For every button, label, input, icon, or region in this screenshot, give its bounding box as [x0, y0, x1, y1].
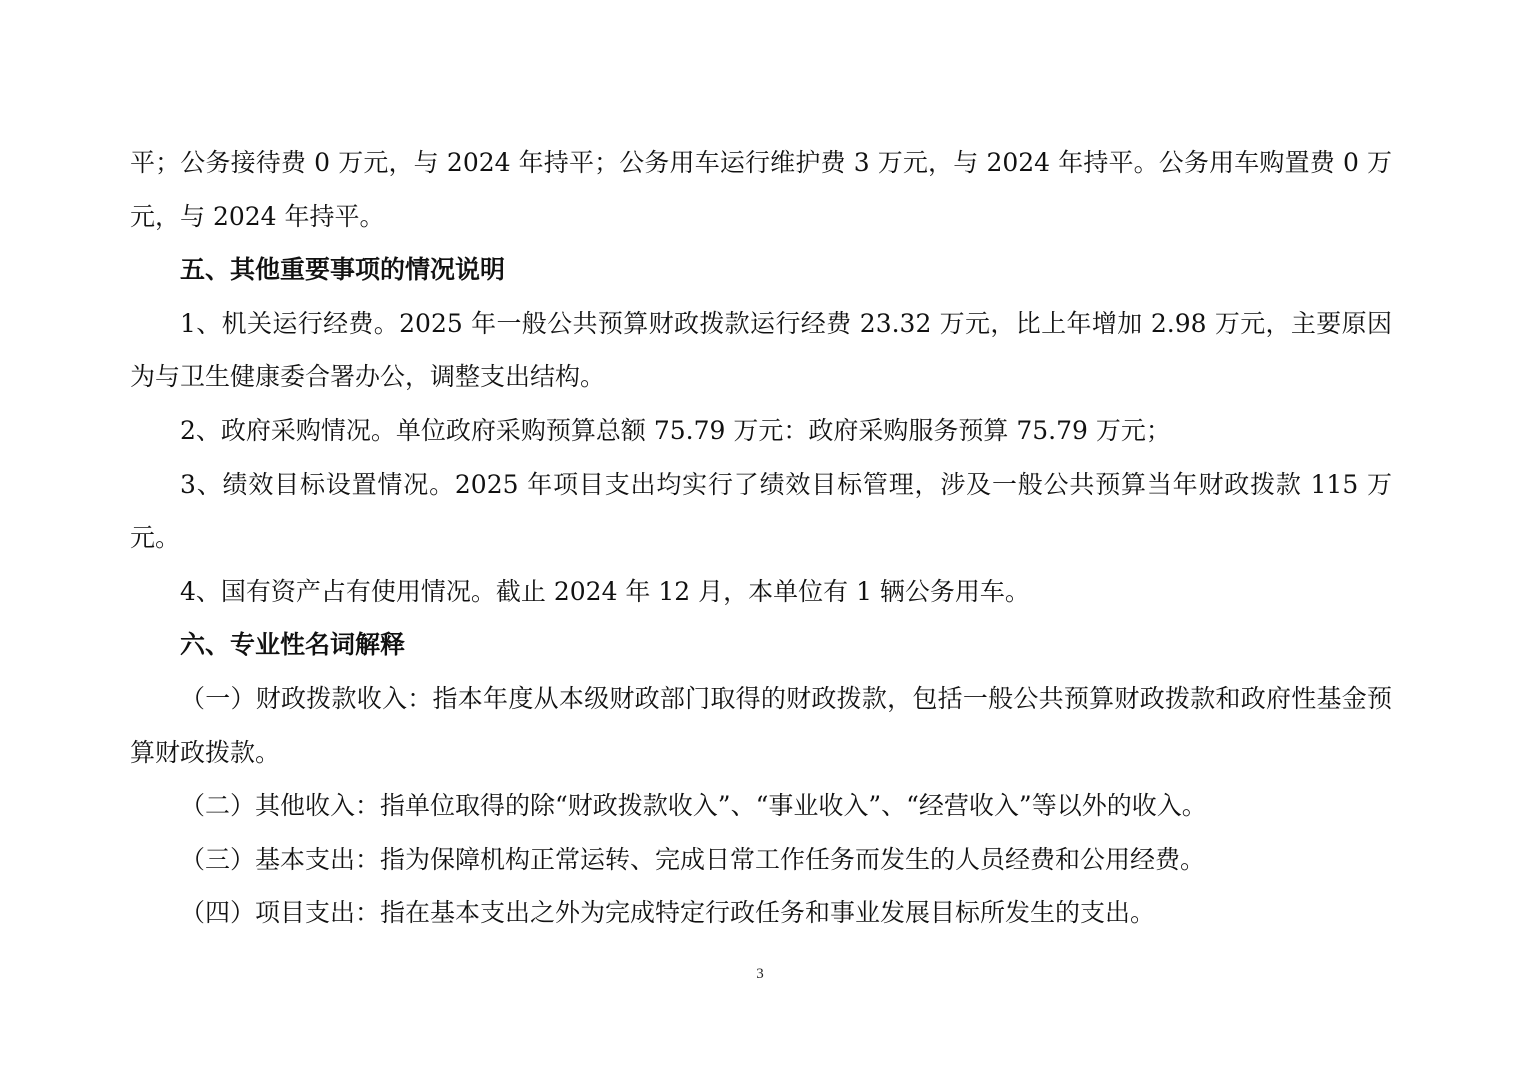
paragraph-operating-funds: 1、机关运行经费。2025 年一般公共预算财政拨款运行经费 23.32 万元，比上年增加 2.98 万元，主要原因为与卫生健康委合署办公，调整支出结构。	[130, 308, 1393, 392]
section-heading-6: 六、专业性名词解释	[180, 630, 406, 660]
document-body	[130, 136, 1392, 940]
definition-basic-expenditure: （三）基本支出：指为保障机构正常运转、完成日常工作任务而发生的人员经费和公用经费。	[180, 844, 1206, 874]
paragraph-state-assets: 4、国有资产占有使用情况。截止 2024 年 12 月，本单位有 1 辆公务用车。	[180, 576, 1030, 606]
paragraph-public-expense-continued: 平；公务接待费 0 万元，与 2024 年持平；公务用车运行维护费 3 万元，与 2024 年持平。公务用车购置费 0 万元，与 2024 年持平。	[130, 148, 1392, 231]
paragraph-government-procurement: 2、政府采购情况。单位政府采购预算总额 75.79 万元：政府采购服务预算 75.79 万元；	[180, 415, 1171, 445]
section-heading-5: 五、其他重要事项的情况说明	[180, 255, 506, 285]
definition-other-income: （二）其他收入：指单位取得的除“财政拨款收入”、“事业收入”、“经营收入”等以外的收入。	[180, 791, 1207, 821]
definition-fiscal-appropriation-income: （一）财政拨款收入：指本年度从本级财政部门取得的财政拨款，包括一般公共预算财政拨款和政府性基金预算财政拨款。	[130, 683, 1392, 767]
page-number: 3	[756, 966, 764, 982]
definition-project-expenditure: （四）项目支出：指在基本支出之外为完成特定行政任务和事业发展目标所发生的支出。	[180, 898, 1156, 928]
paragraph-performance-goals: 3、绩效目标设置情况。2025 年项目支出均实行了绩效目标管理，涉及一般公共预算当年财政拨款 115 万元。	[130, 469, 1392, 553]
